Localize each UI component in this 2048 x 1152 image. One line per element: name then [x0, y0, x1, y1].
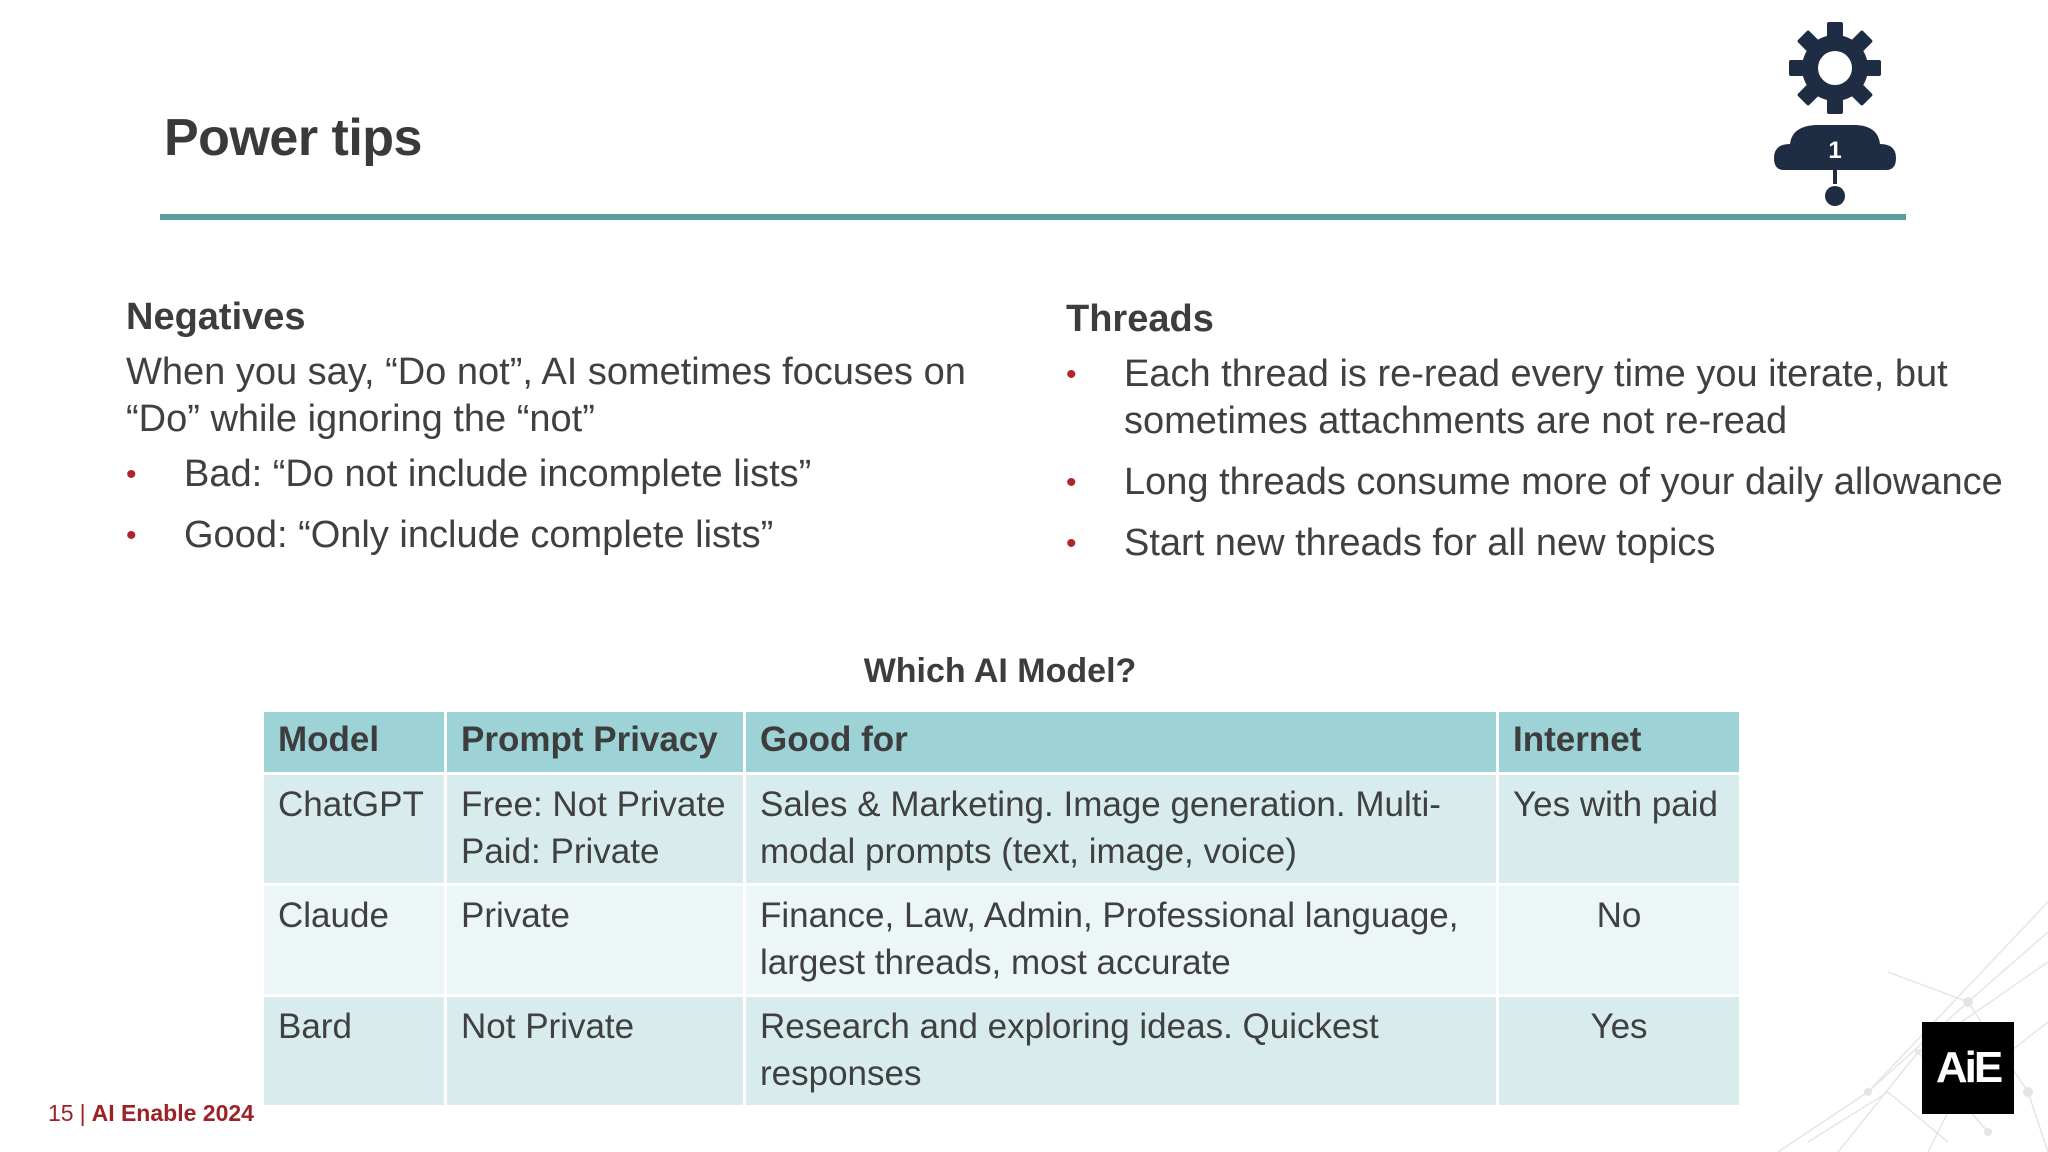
bullet-dot-icon: •	[1066, 466, 1077, 499]
table-row	[263, 996, 1741, 1107]
list-item-text: Long threads consume more of your daily allowance	[1124, 461, 2003, 503]
ai-model-table	[261, 709, 1742, 1108]
privacy-cell	[446, 885, 745, 996]
good-for-cell: Finance, Law, Admin, Professional language, largest threads, most accurate	[745, 885, 1498, 996]
gear-cloud-icon	[1772, 10, 1898, 210]
list-item	[1066, 520, 2046, 567]
list-item	[1066, 351, 2034, 445]
threads-list	[1066, 351, 2046, 567]
internet-cell: No	[1498, 885, 1741, 996]
bullet-dot-icon: •	[126, 519, 137, 552]
privacy-cell	[446, 774, 745, 885]
table-caption: Which AI Model?	[863, 652, 1137, 690]
slide-footer	[48, 1100, 254, 1127]
footer-separator: |	[79, 1100, 86, 1126]
column-header: Internet	[1498, 711, 1741, 774]
negatives-section	[126, 296, 1026, 573]
list-item	[1066, 459, 2046, 506]
table-row	[263, 774, 1741, 885]
bullet-dot-icon: •	[1066, 527, 1077, 560]
threads-section	[1066, 298, 2046, 581]
model-cell: Bard	[263, 996, 446, 1107]
page-number: 15	[48, 1100, 74, 1126]
notification-count: 1	[1828, 137, 1842, 164]
table-row	[263, 885, 1741, 996]
good-for-cell: Sales & Marketing. Image generation. Multi-modal prompts (text, image, voice)	[745, 774, 1498, 885]
table-header-row	[263, 711, 1741, 774]
column-header: Good for	[745, 711, 1498, 774]
list-item-text: Good: “Only include complete lists”	[184, 514, 774, 556]
list-item-text: Start new threads for all new topics	[1124, 522, 1716, 564]
negatives-heading: Negatives	[126, 296, 306, 338]
column-header: Model	[263, 711, 446, 774]
footer-brand: AI Enable 2024	[91, 1100, 254, 1126]
model-cell: ChatGPT	[263, 774, 446, 885]
bullet-dot-icon: •	[1066, 358, 1077, 391]
negatives-intro: When you say, “Do not”, AI sometimes focuses on “Do” while ignoring the “not”	[126, 351, 966, 440]
privacy-cell	[446, 996, 745, 1107]
negatives-list	[126, 451, 1026, 559]
list-item	[126, 451, 1026, 498]
good-for-cell: Research and exploring ideas. Quickest responses	[745, 996, 1498, 1107]
internet-cell: Yes	[1498, 996, 1741, 1107]
list-item-text: Bad: “Do not include incomplete lists”	[184, 453, 812, 495]
column-header: Prompt Privacy	[446, 711, 745, 774]
list-item-text: Each thread is re-read every time you iterate, but sometimes attachments are not re-read	[1124, 353, 1948, 442]
privacy-line: Free: Not Private	[461, 785, 726, 824]
internet-cell: Yes with paid	[1498, 774, 1741, 885]
slide-title: Power tips	[164, 109, 422, 167]
model-cell: Claude	[263, 885, 446, 996]
bullet-dot-icon: •	[126, 458, 137, 491]
aie-logo: AiE	[1922, 1022, 2014, 1114]
privacy-line: Paid: Private	[461, 832, 660, 871]
list-item	[126, 512, 1026, 559]
title-underline	[160, 214, 1906, 220]
privacy-line: Not Private	[461, 1007, 635, 1046]
threads-heading: Threads	[1066, 298, 1214, 340]
privacy-line: Private	[461, 896, 570, 935]
